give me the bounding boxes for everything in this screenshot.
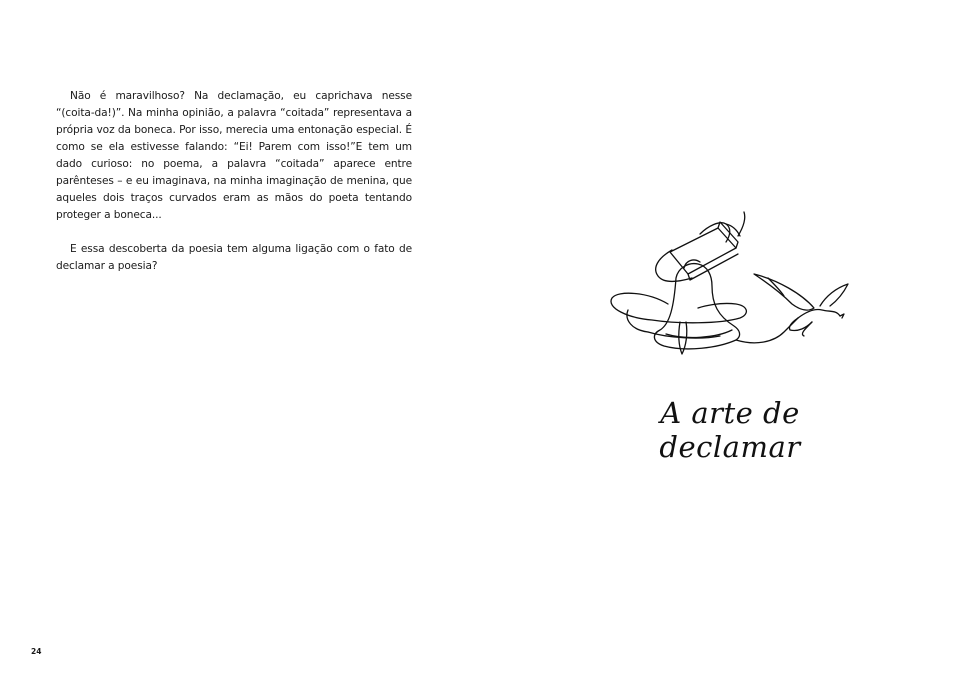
bell-ribbon-bird-icon [608,206,852,370]
page-number: 24 [31,647,42,656]
paragraph-1: Não é maravilhoso? Na declamação, eu caprichava nesse “(coita-da!)”. Na minha opinião, a palavra “coitada” representava a própria voz da boneca. Por isso, merecia uma entonação especial. É como se ela estivesse falando: “Ei! Parem com isso!”E tem um dado curioso: no poema, a palavra “coitada” aparece entre parênteses – e eu imaginava, na minha imaginação de menina, que aqueles dois traços curvados eram as mãos do poeta tentando proteger a boneca... [56,90,412,221]
paragraph-2: E essa descoberta da poesia tem alguma ligação com o fato de declamar a poesia? [56,243,412,272]
body-text [56,88,412,292]
chapter-title: A arte de declamar [659,396,801,464]
